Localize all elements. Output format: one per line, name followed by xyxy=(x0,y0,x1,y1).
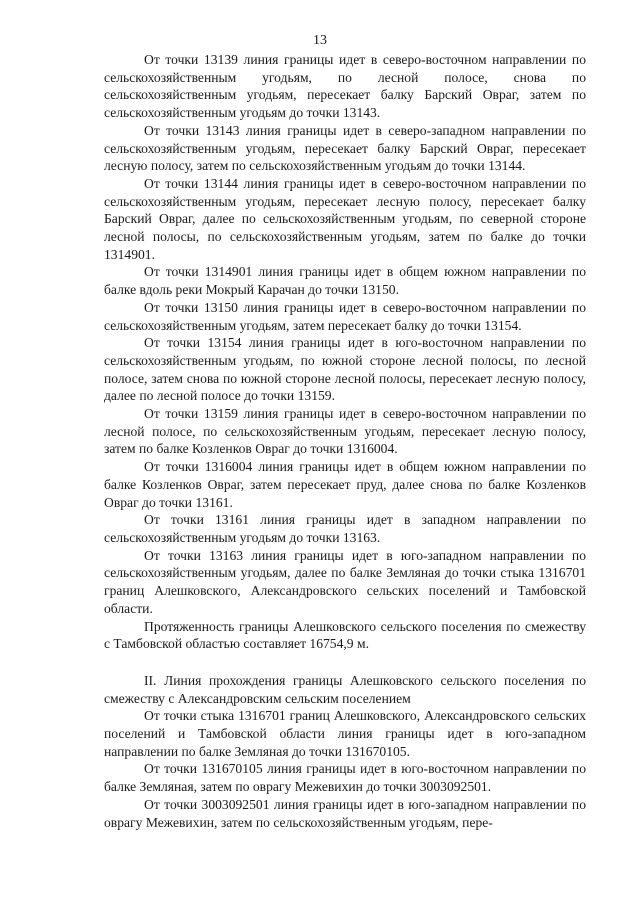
paragraph: От точки 13159 линия границы идет в северо-восточном направлении по лесной полосе, по сельскохозяйственным угодьям, пересекает лесную полосу, затем по балке Козленков Овраг до точки 1316004. xyxy=(104,406,586,457)
paragraph: От точки 13139 линия границы идет в северо-восточном направлении по сельскохозяйственным угодьям, по лесной полосе, снова по сельскохозяйственным угодьям, пересекает балку Барский Овраг, затем по сельскохозяйственным угодьям до точки 13143. xyxy=(104,52,586,121)
paragraph: От точки 13144 линия границы идет в северо-восточном направлении по сельскохозяйственным угодьям, пересекает лесную полосу, пересекает балку Барский Овраг, далее по сельскохозяйственным угодьям, по северной стороне лесной полосы, по сельскохозяйственным угодьям, затем по балке до точки 1314901. xyxy=(104,175,586,262)
page-number: 13 xyxy=(313,33,327,48)
paragraph: От точки 1314901 линия границы идет в общем южном направлении по балке вдоль реки Мокрый Карачан до точки 13150. xyxy=(104,264,586,298)
paragraph: От точки 13154 линия границы идет в юго-восточном направлении по сельскохозяйственным угодьям, по южной стороне лесной полосы, по лесной полосе, затем снова по южной стороне лесной полосы, пересекает лесную полосу, далее по лесной полосе до точки 13159. xyxy=(104,335,586,404)
border-length-summary: Протяженность границы Алешковского сельского поселения по смежеству с Тамбовской областью составляет 16754,9 м. xyxy=(104,618,586,652)
section-heading: II. Линия прохождения границы Алешковского сельского поселения по смежеству с Александровским сельским поселением xyxy=(104,672,586,706)
paragraph: От точки 131670105 линия границы идет в юго-восточном направлении по балке Земляная, затем по оврагу Межевихин до точки 3003092501. xyxy=(104,761,586,795)
paragraph: От точки 13161 линия границы идет в западном направлении по сельскохозяйственным угодьям до точки 13163. xyxy=(104,512,586,545)
paragraph: От точки 3003092501 линия границы идет в юго-западном направлении по оврагу Межевихин, затем по сельскохозяйственным угодьям, пере- xyxy=(104,796,586,830)
paragraph: От точки 13150 линия границы идет в северо-восточном направлении по сельскохозяйственным угодьям, затем пересекает балку до точки 13154. xyxy=(104,299,586,333)
paragraph: От точки 1316004 линия границы идет в общем южном направлении по балке Козленков Овраг, затем пересекает пруд, далее снова по балке Козленков Овраг до точки 13161. xyxy=(104,459,586,510)
paragraph: От точки 13143 линия границы идет в северо-западном направлении по сельскохозяйственным угодьям, пересекает балку Барский Овраг, пересекает лесную полосу, затем по сельскохозяйственным угодьям до точки 13144. xyxy=(104,122,586,174)
paragraph: От точки стыка 1316701 границ Алешковского, Александровского сельских поселений и Тамбовской области линия границы идет в юго-западном направлении по балке Земляная до точки 131670105. xyxy=(104,708,586,759)
document-body xyxy=(104,51,586,831)
section-spacer xyxy=(104,653,586,672)
paragraph: От точки 13163 линия границы идет в юго-западном направлении по сельскохозяйственным угодьям, далее по балке Земляная до точки стыка 1316701 границ Алешковского, Александровского сельских поселений и Тамбовской области. xyxy=(104,547,586,616)
